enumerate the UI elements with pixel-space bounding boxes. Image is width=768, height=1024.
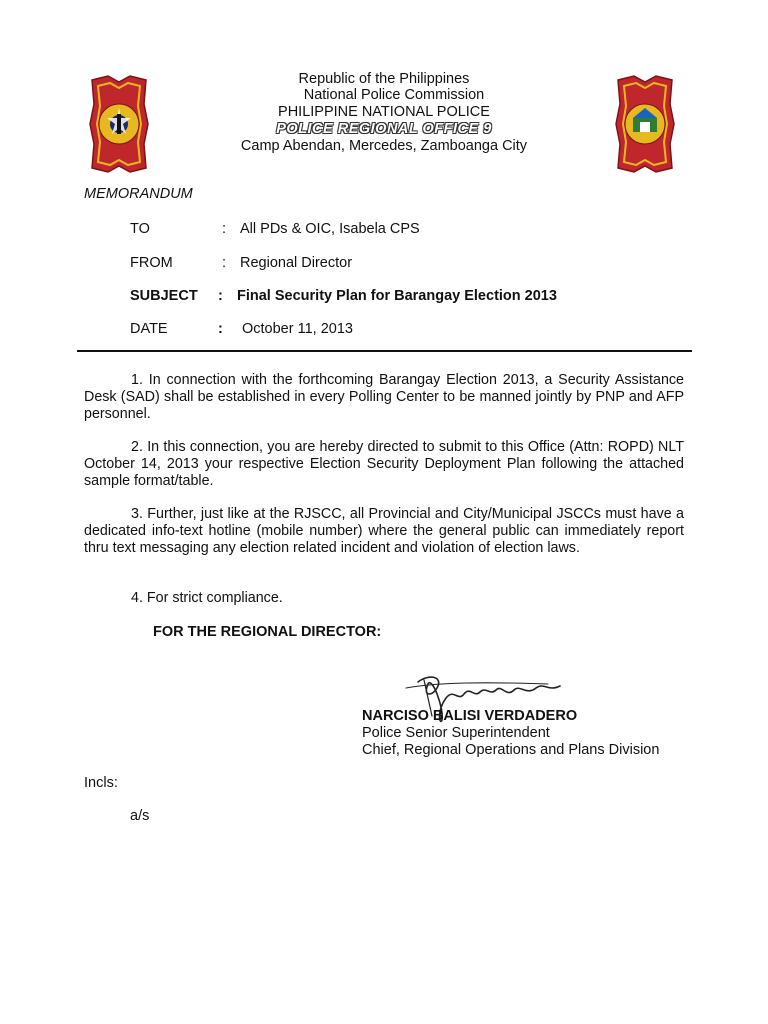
paragraph-4: 4. For strict compliance.: [131, 590, 283, 606]
from-key: FROM: [130, 255, 173, 271]
paragraph-2: 2. In this connection, you are hereby directed to submit to this Office (Attn: ROPD) NLT October 14, 2013 your respective Election Security Deployment Plan following the attached sample format/table.: [84, 439, 684, 489]
header-republic: Republic of the Philippines: [298, 71, 470, 87]
header-regional-office: POLICE REGIONAL OFFICE 9: [276, 121, 492, 137]
to-colon: :: [222, 221, 227, 237]
header-pnp: PHILIPPINE NATIONAL POLICE: [278, 104, 490, 120]
subject-key: SUBJECT: [130, 288, 198, 304]
memorandum-label: MEMORANDUM: [84, 186, 193, 202]
to-key: TO: [130, 221, 150, 237]
subject-value: Final Security Plan for Barangay Election 2013: [237, 288, 557, 304]
signatory-name: NARCISO BALISI VERDADERO: [362, 708, 578, 724]
paragraph-1: 1. In connection with the forthcoming Barangay Election 2013, a Security Assistance Desk (SAD) shall be established in every Polling Center to be manned jointly by PNP and AFP personnel.: [84, 372, 684, 422]
date-colon: :: [218, 321, 223, 337]
signatory-rank: Police Senior Superintendent: [362, 725, 550, 741]
from-colon: :: [222, 255, 227, 271]
from-value: Regional Director: [240, 255, 353, 271]
for-regional-director: FOR THE REGIONAL DIRECTOR:: [153, 624, 382, 640]
date-value: October 11, 2013: [242, 321, 353, 337]
inclosures-label: Incls:: [84, 775, 118, 791]
header-napolcom: National Police Commission: [303, 87, 485, 103]
signatory-position: Chief, Regional Operations and Plans Division: [362, 742, 660, 758]
header-divider: [77, 350, 692, 352]
subject-colon: :: [218, 288, 223, 304]
paragraph-3: 3. Further, just like at the RJSCC, all Provincial and City/Municipal JSCCs must have a dedicated info-text hotline (mobile number) where the general public can immediately report thru text messaging any election related incident and violation of election laws.: [84, 506, 684, 556]
as-stated-label: a/s: [130, 808, 150, 824]
header-address: Camp Abendan, Mercedes, Zamboanga City: [240, 138, 528, 154]
to-value: All PDs & OIC, Isabela CPS: [240, 221, 420, 237]
date-key: DATE: [130, 321, 168, 337]
signature-block: [362, 708, 659, 759]
